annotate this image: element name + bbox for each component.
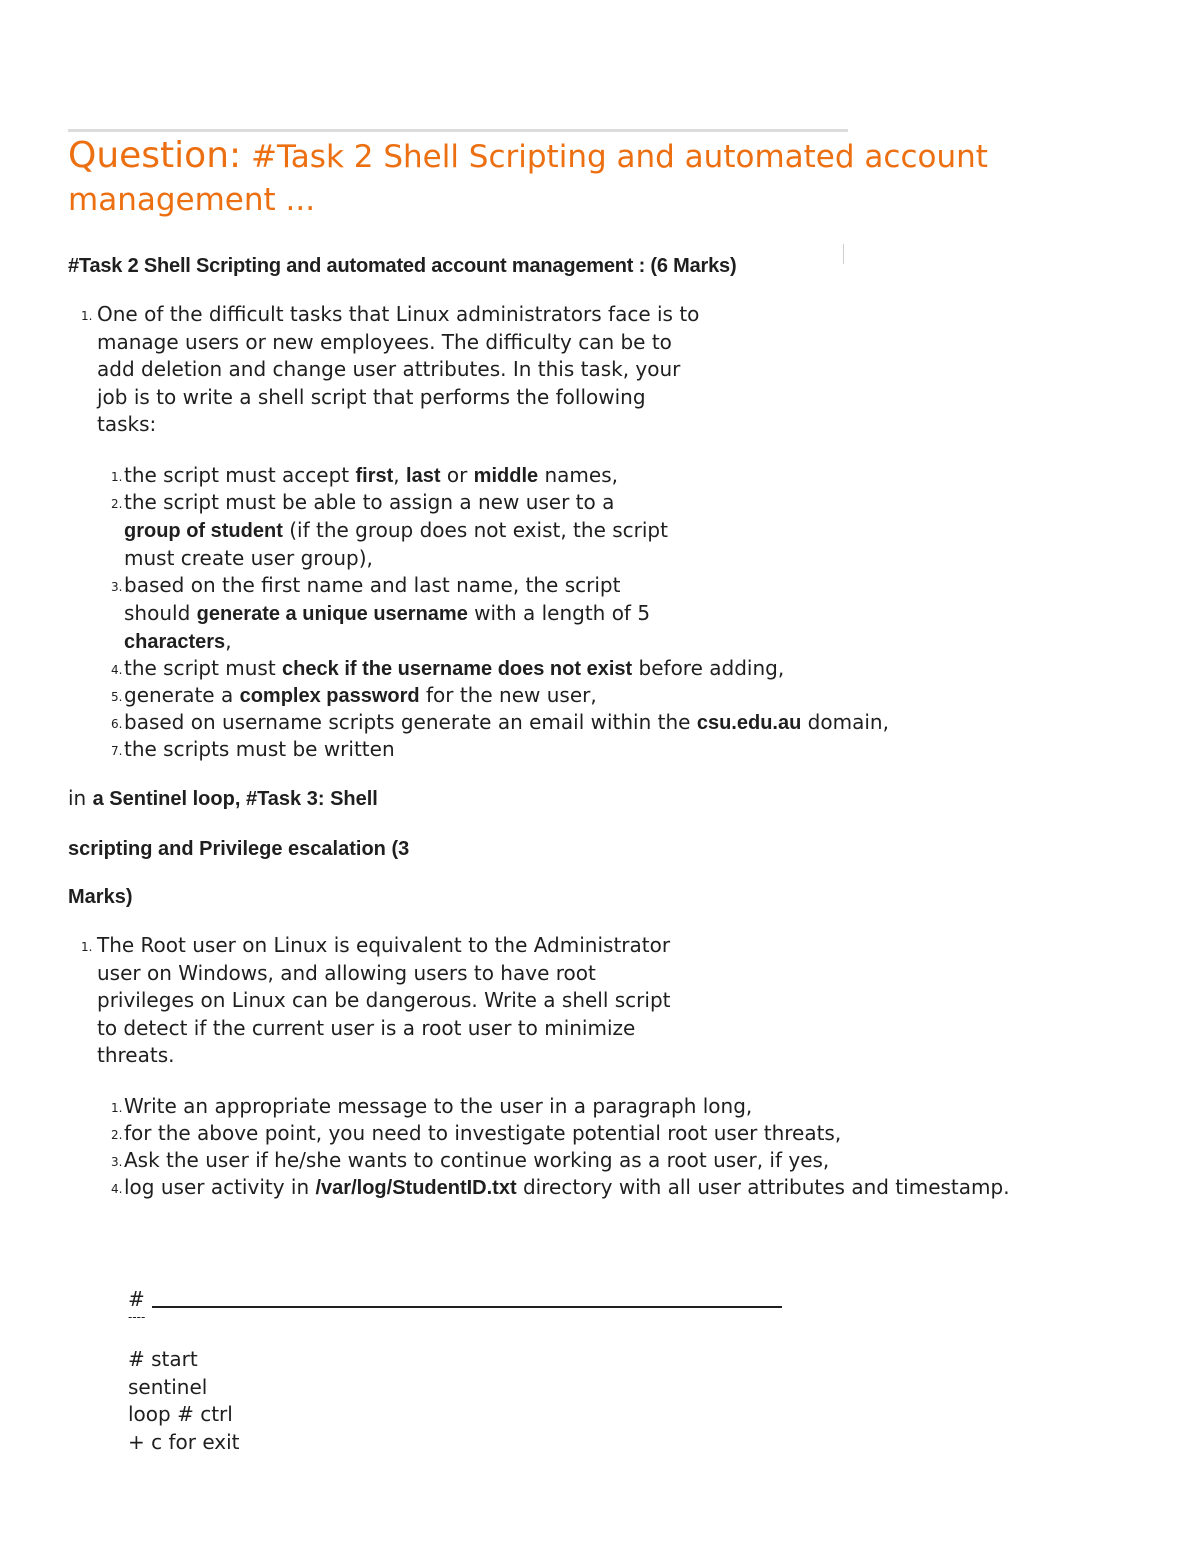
- text-run: must create user group),: [124, 546, 373, 570]
- task3-intro-line: privileges on Linux can be dangerous. Write a shell script: [97, 988, 671, 1012]
- task2-sub-item-line: [124, 489, 1180, 517]
- task3-sub-item-number: 3.: [111, 1155, 123, 1169]
- task2-sub-item: [111, 682, 1180, 711]
- text-run: for the new user,: [419, 683, 597, 707]
- task3-sub-item-line: [124, 1093, 1180, 1121]
- task2-sub-item-line: [124, 682, 1180, 711]
- task3-intro-line: threats.: [97, 1043, 175, 1067]
- task3-sub-item-number: 2.: [111, 1128, 123, 1142]
- task2-intro-line: manage users or new employees. The difficulty can be to: [97, 329, 672, 354]
- task2-sub-item: [111, 462, 1180, 491]
- text-run: the script must: [124, 656, 283, 680]
- task2-sub-item-line: [124, 545, 1180, 573]
- task3-heading-bold: scripting and Privilege escalation (3: [68, 838, 410, 860]
- code-line: loop # ctrl: [128, 1402, 233, 1426]
- task2-sub-item-line: [124, 600, 1180, 629]
- code-dashes: ----: [128, 1310, 146, 1324]
- text-run: generate a: [124, 683, 240, 707]
- bold-text: characters: [124, 631, 226, 653]
- task3-sub-item-number: 1.: [111, 1101, 123, 1115]
- task2-sub-item-number: 3.: [111, 580, 123, 594]
- code-line: sentinel: [128, 1375, 208, 1399]
- task3-intro-line: The Root user on Linux is equivalent to the Administrator: [97, 933, 671, 957]
- bold-text: middle: [473, 465, 539, 487]
- text-run: Ask the user if he/she wants to continue working as a root user, if yes,: [124, 1148, 830, 1172]
- task2-sub-item-line: [124, 655, 1180, 684]
- task2-sub-item-line: [124, 709, 1180, 738]
- task3-intro-number: 1.: [81, 940, 93, 954]
- text-run: log user activity in: [124, 1175, 316, 1199]
- text-run: domain,: [801, 710, 889, 734]
- task2-sub-item-number: 1.: [111, 470, 123, 484]
- code-hash: #: [128, 1287, 145, 1311]
- top-divider: [68, 129, 848, 132]
- text-run: for the above point, you need to investigate potential root user threats,: [124, 1121, 842, 1145]
- task3-sub-item: [111, 1147, 1180, 1175]
- task2-intro-line: job is to write a shell script that performs the following: [97, 384, 646, 409]
- task3-sub-item-line: [124, 1147, 1180, 1175]
- bold-text: csu.edu.au: [696, 712, 802, 734]
- task3-sub-item: [111, 1120, 1180, 1148]
- task2-sub-item-number: 5.: [111, 690, 123, 704]
- margin-marker: [843, 244, 844, 264]
- task2-intro: [81, 301, 857, 439]
- text-run: the scripts must be written: [124, 737, 395, 761]
- text-run: Write an appropriate message to the user in a paragraph long,: [124, 1094, 753, 1118]
- task3-sub-item-line: [124, 1120, 1180, 1148]
- task3-sub-item: [111, 1093, 1180, 1121]
- task3-heading-line: [68, 835, 409, 863]
- bold-text: first: [355, 465, 394, 487]
- task2-intro-line: tasks:: [97, 412, 157, 436]
- question-label: Question:: [68, 135, 242, 176]
- task2-sub-item-line: [124, 517, 1180, 546]
- text-run: or: [440, 463, 474, 487]
- question-title-line1: #Task 2 Shell Scripting and automated account: [251, 139, 988, 175]
- text-run: before adding,: [632, 656, 785, 680]
- task3-marks-line: [68, 883, 132, 911]
- text-run: the script must be able to assign a new user to a: [124, 490, 615, 514]
- bold-text: group of student: [124, 519, 283, 542]
- task3-intro-line: user on Windows, and allowing users to have root: [97, 960, 596, 985]
- bold-text: check if the username does not exist: [282, 658, 633, 680]
- text-run: names,: [538, 463, 618, 487]
- bold-text: generate a unique username: [196, 602, 468, 625]
- task2-sub-item-line: [124, 572, 1180, 600]
- task2-sub-item-line: [124, 736, 1180, 764]
- task2-sub-item-number: 7.: [111, 744, 123, 758]
- code-underline: [152, 1306, 782, 1308]
- task3-sub-item-line: [124, 1174, 1180, 1203]
- sentinel-prefix: in: [68, 786, 93, 810]
- text-run: ,: [393, 463, 407, 487]
- text-run: based on username scripts generate an email within the: [124, 710, 697, 734]
- code-line: # start: [128, 1347, 198, 1371]
- sentinel-bold: a Sentinel loop, #Task 3: Shell: [92, 788, 378, 810]
- task2-sub-item: [111, 572, 1180, 657]
- task2-heading: #Task 2 Shell Scripting and automated account management : (6 Marks): [68, 255, 737, 277]
- task2-intro-line: add deletion and change user attributes. In this task, your: [97, 357, 681, 381]
- question-title-line2: management ...: [68, 182, 316, 218]
- task3-marks-bold: Marks): [68, 886, 133, 908]
- text-run: the script must accept: [124, 463, 356, 487]
- task3-intro: [81, 932, 857, 1070]
- text-run: directory with all user attributes and timestamp.: [516, 1175, 1010, 1199]
- task2-sub-item: [111, 709, 1180, 738]
- text-run: ,: [225, 629, 232, 653]
- sentinel-loop-line: [68, 785, 378, 813]
- text-run: with a length of 5: [467, 600, 651, 625]
- task2-sub-item-line: [124, 628, 1180, 657]
- task2-sub-item: [111, 655, 1180, 684]
- task3-intro-line: to detect if the current user is a root user to minimize: [97, 1015, 636, 1040]
- task2-sub-item-line: [124, 462, 1180, 491]
- task2-sub-item-number: 2.: [111, 497, 123, 511]
- text-run: based on the first name and last name, the script: [124, 573, 621, 597]
- bold-text: complex password: [239, 685, 420, 707]
- task2-intro-line: One of the difficult tasks that Linux administrators face is to: [97, 302, 700, 326]
- task2-sub-item: [111, 489, 1180, 573]
- code-line: + c for exit: [128, 1430, 240, 1454]
- task3-sub-item: [111, 1174, 1180, 1203]
- task2-intro-number: 1.: [81, 309, 93, 323]
- task2-sub-item: [111, 736, 1180, 764]
- question-title: [68, 134, 1068, 222]
- text-run: should: [124, 600, 197, 625]
- bold-text: /var/log/StudentID.txt: [315, 1177, 517, 1199]
- bold-text: last: [406, 465, 441, 487]
- text-run: (if the group does not exist, the script: [282, 517, 668, 542]
- task3-sub-item-number: 4.: [111, 1182, 123, 1196]
- task2-sub-item-number: 6.: [111, 717, 123, 731]
- task2-sub-item-number: 4.: [111, 663, 123, 677]
